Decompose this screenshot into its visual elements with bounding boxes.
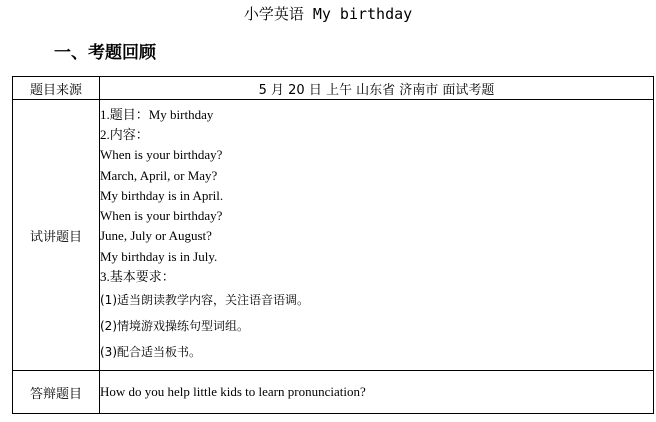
lecture-line: March, April, or May?: [100, 167, 218, 183]
lecture-line: When is your birthday?: [100, 147, 223, 163]
lecture-line: June, July or August?: [100, 228, 212, 244]
source-label: 题目来源: [13, 77, 100, 100]
table-row-lecture: [13, 100, 654, 371]
table-row-defense: [13, 371, 654, 414]
requirement-item: (2)情境游戏操练句型词组。: [100, 319, 249, 334]
lecture-line: When is your birthday?: [100, 208, 223, 224]
section-heading: 一、考题回顾: [54, 43, 156, 63]
lecture-label: 试讲题目: [13, 100, 100, 371]
requirement-item: (1)适当朗读教学内容，关注语音语调。: [100, 293, 309, 308]
defense-question: How do you help little kids to learn pronunciation?: [100, 371, 654, 414]
lecture-content: [100, 100, 654, 371]
lecture-line: 1.题目：My birthday: [100, 106, 214, 122]
lecture-line: 3.基本要求：: [100, 269, 175, 285]
source-value: 5 月 20 日 上午 山东省 济南市 面试考题: [100, 77, 654, 100]
requirement-item: (3)配合适当板书。: [100, 345, 201, 360]
lecture-line: 2.内容：: [100, 126, 149, 142]
lecture-line: My birthday is in April.: [100, 187, 224, 203]
lecture-line: My birthday is in July.: [100, 248, 218, 264]
table-row-source: [13, 77, 654, 100]
defense-label: 答辩题目: [13, 371, 100, 414]
document-title: 小学英语 My birthday: [243, 5, 413, 23]
exam-review-table: [12, 76, 654, 414]
